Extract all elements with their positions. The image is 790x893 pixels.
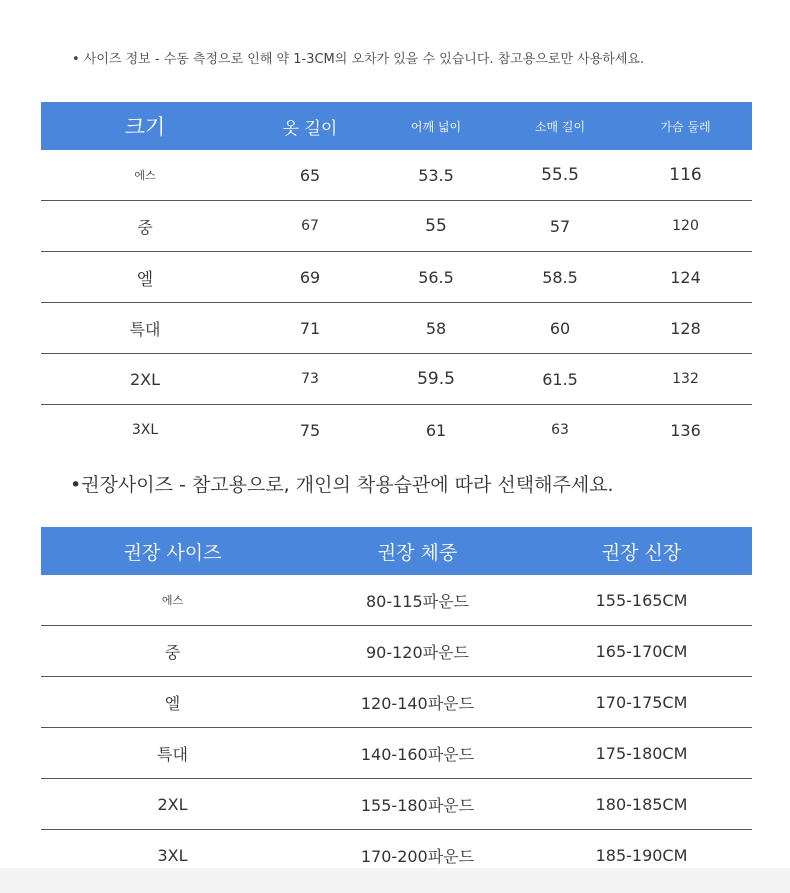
- length-value: 65: [249, 150, 371, 201]
- header-recommend-height: 권장 신장: [531, 527, 752, 575]
- weight-value: 90-120파운드: [304, 626, 531, 677]
- header-length: 옷 길이: [249, 102, 371, 150]
- height-value: 180-185CM: [531, 779, 752, 830]
- size-label: 엘: [41, 677, 304, 728]
- sleeve-value: 58.5: [501, 252, 619, 303]
- recommend-note: •권장사이즈 - 참고용으로, 개인의 착용습관에 따라 선택해주세요.: [70, 474, 614, 496]
- size-label: 3XL: [157, 845, 188, 865]
- shoulder-value: 59.5: [371, 354, 501, 405]
- shoulder-value: 56.5: [371, 252, 501, 303]
- size-chart-header: [41, 102, 752, 150]
- table-row: [41, 354, 752, 405]
- header-size: 크기: [41, 102, 249, 150]
- header-shoulder: 어깨 넓이: [371, 102, 501, 150]
- height-value: 185-190CM: [595, 845, 688, 865]
- weight-value: 140-160파운드: [304, 728, 531, 779]
- size-label: 특대: [41, 303, 249, 354]
- recommend-table: [41, 527, 752, 880]
- table-row: [41, 201, 752, 252]
- header-recommend-size: 권장 사이즈: [41, 527, 304, 575]
- shoulder-value: 55: [371, 201, 501, 252]
- header-recommend-weight: 권장 체중: [304, 527, 531, 575]
- size-label: 엘: [41, 252, 249, 303]
- shoulder-value: 61: [425, 420, 447, 440]
- table-row: [41, 150, 752, 201]
- table-row: [41, 303, 752, 354]
- shoulder-value: 58: [371, 303, 501, 354]
- sleeve-value: 60: [501, 303, 619, 354]
- height-value: 155-165CM: [531, 575, 752, 626]
- size-label: 2XL: [41, 354, 249, 405]
- length-value: 73: [249, 354, 371, 405]
- table-row: [41, 626, 752, 677]
- length-value: 69: [249, 252, 371, 303]
- length-value: 75: [299, 420, 321, 440]
- height-value: 165-170CM: [531, 626, 752, 677]
- height-value: 170-175CM: [531, 677, 752, 728]
- table-row: [41, 677, 752, 728]
- size-label: 특대: [41, 728, 304, 779]
- bottom-band: [0, 868, 790, 893]
- size-label: 2XL: [41, 779, 304, 830]
- chest-value: 136: [670, 420, 701, 440]
- table-row: [41, 405, 752, 456]
- size-label: 중: [41, 201, 249, 252]
- chest-value: 120: [619, 201, 752, 252]
- size-label: 중: [41, 626, 304, 677]
- weight-value: 120-140파운드: [304, 677, 531, 728]
- recommend-header: [41, 527, 752, 575]
- table-row: [41, 575, 752, 626]
- header-sleeve: 소매 길이: [501, 102, 619, 150]
- header-chest: 가슴 둘레: [619, 102, 752, 150]
- size-label: 3XL: [131, 422, 159, 438]
- weight-value: 80-115파운드: [304, 575, 531, 626]
- table-row: [41, 728, 752, 779]
- sleeve-value: 63: [551, 422, 569, 438]
- size-note: • 사이즈 정보 - 수동 측정으로 인해 약 1-3CM의 오차가 있을 수 있습니다. 참고용으로만 사용하세요.: [72, 52, 645, 67]
- length-value: 71: [249, 303, 371, 354]
- shoulder-value: 53.5: [371, 150, 501, 201]
- weight-value: 170-200파운드: [360, 846, 475, 866]
- table-row: [41, 779, 752, 830]
- chest-value: 128: [619, 303, 752, 354]
- size-chart-table: [41, 102, 752, 455]
- sleeve-value: 61.5: [501, 354, 619, 405]
- sleeve-value: 57: [501, 201, 619, 252]
- chest-value: 116: [619, 150, 752, 201]
- sleeve-value: 55.5: [501, 150, 619, 201]
- weight-value: 155-180파운드: [304, 779, 531, 830]
- table-row: [41, 252, 752, 303]
- length-value: 67: [249, 201, 371, 252]
- size-label: 에스: [41, 150, 249, 201]
- chest-value: 124: [619, 252, 752, 303]
- chest-value: 132: [619, 354, 752, 405]
- size-label: 에스: [41, 575, 304, 626]
- height-value: 175-180CM: [531, 728, 752, 779]
